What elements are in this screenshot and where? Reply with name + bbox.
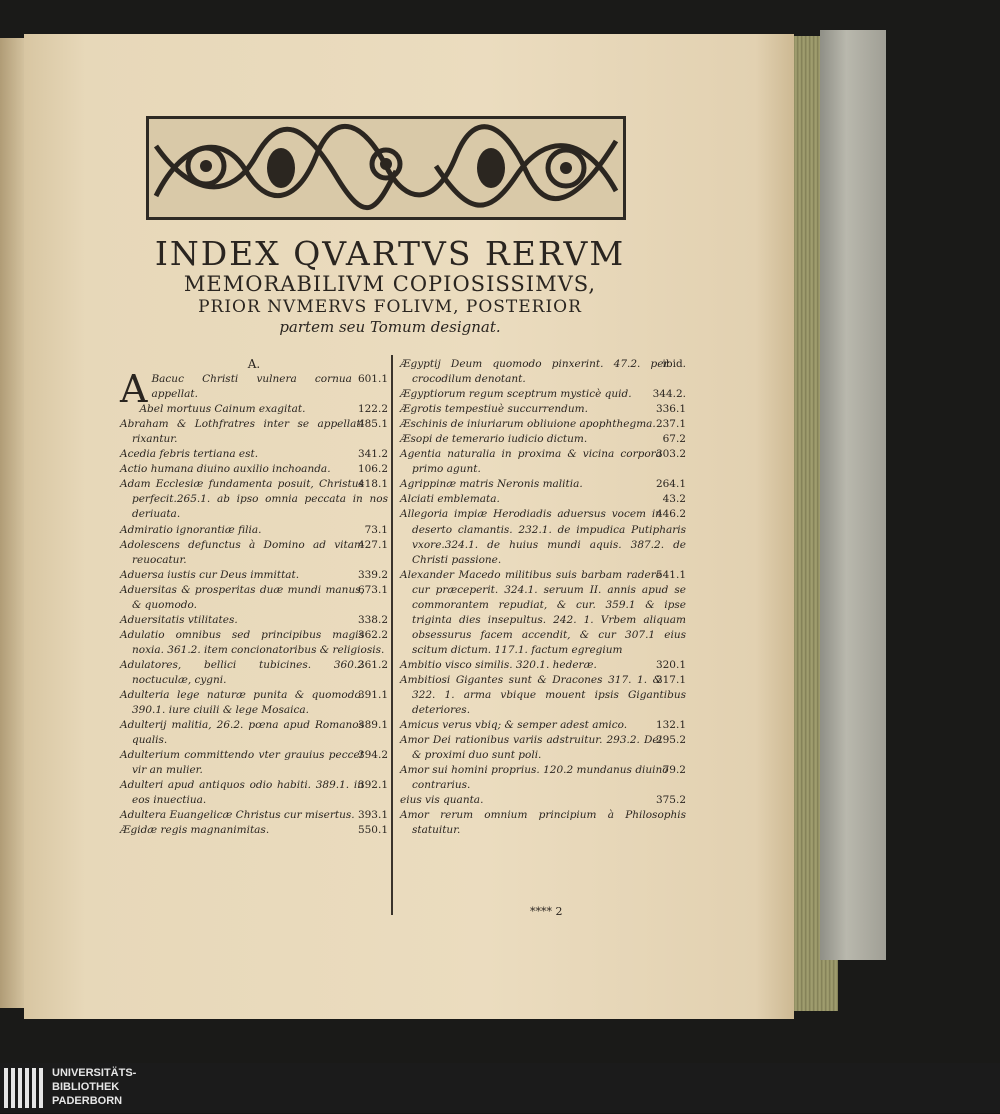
entry-text: Alexander Macedo militibus suis barbam radere cur præceperit. 324.1. seruum II. annis apud se commorantem repudiat, & cur. 359.1 & ipse triginta dies insepultus. 242. 1. Vrbem aliquam obsessurus facem accendit, & cur 307.1 eius scitum dictum. 117.1. factum egregium: [400, 568, 686, 656]
entry-page-number: 391.1: [357, 689, 388, 702]
entry-text: Ambitiosi Gigantes sunt & Dracones 317. 1. & 322. 1. arma vbique mouent ipsis Gigantibus deteriores.: [400, 673, 686, 717]
index-entry: [400, 387, 686, 402]
entry-text: Adolescens defunctus à Domino ad vitam reuocatur.: [120, 538, 364, 566]
library-logo-icon: [4, 1066, 46, 1110]
index-entry: [120, 402, 388, 417]
index-entry: [120, 523, 388, 538]
entry-text: Bacuc Christi vulnera cornua appellat.: [151, 373, 352, 401]
title-line-2: MEMORABILIVM COPIOSISSIMVS,: [183, 272, 597, 296]
entry-text: Adultera Euangelicæ Christus cur misertus.: [120, 809, 355, 822]
index-entry: [120, 778, 388, 808]
right-column: [400, 357, 686, 839]
ornamental-headpiece: [146, 116, 626, 220]
entry-page-number: 320.1: [655, 658, 686, 671]
entry-text: Amor rerum omnium principium à Philosophis statuitur.: [400, 809, 686, 837]
entry-text: Alciati emblemata.: [400, 493, 500, 506]
entry-text: Agrippinæ matris Neronis malitia.: [400, 478, 583, 491]
index-entry: [120, 462, 388, 477]
entry-text: Ægyptiorum regum sceptrum mysticè quid.: [400, 388, 632, 401]
index-entry: [120, 538, 388, 568]
entry-page-number: 392.1: [357, 779, 388, 792]
entry-text: Adulteria lege naturæ punita & quomodo. 390.1. iure ciuili & lege Mosaica.: [120, 689, 364, 717]
entry-text: Adulteri apud antiquos odio habiti. 389.1. in eos inuectiua.: [120, 779, 364, 807]
entry-page-number: ibid.: [662, 358, 686, 370]
index-entry: [120, 748, 388, 778]
index-entry: [400, 492, 686, 507]
entry-text: Amicus verus vbiq; & semper adest amico.: [400, 719, 628, 732]
entry-page-number: 338.2: [357, 613, 388, 626]
index-entry: [120, 613, 388, 628]
entry-page-number: 341.2: [357, 448, 388, 461]
index-entry: [400, 568, 686, 658]
entry-text: Admiratio ignorantiæ filia.: [120, 523, 262, 536]
index-entry: [400, 718, 686, 733]
entry-text: Adulatio omnibus sed principibus magis noxia. 361.2. item concionatoribus & religiosis.: [120, 628, 385, 656]
index-entry: [400, 673, 686, 718]
left-column: [120, 357, 388, 839]
entry-page-number: 303.2: [655, 448, 686, 461]
index-entry: [400, 793, 686, 808]
entry-page-number: 601.1: [357, 373, 388, 386]
index-entry: [400, 417, 686, 432]
index-entry: [120, 718, 388, 748]
index-entry: [120, 447, 388, 462]
index-entry: [120, 477, 388, 522]
entry-page-number: 393.1: [357, 809, 388, 822]
index-entry: [120, 808, 388, 823]
entry-page-number: 362.2: [357, 628, 388, 641]
index-entry: [400, 658, 686, 673]
index-entry: [120, 688, 388, 718]
index-entry: [400, 357, 686, 387]
entry-page-number: 339.2: [357, 568, 388, 581]
entry-text: Æschinis de iniuriarum obliuione apophthegma.: [400, 418, 656, 431]
index-entry: [400, 402, 686, 417]
index-entry: [120, 568, 388, 583]
entry-page-number: 389.1: [357, 719, 388, 732]
index-entry: [120, 417, 388, 447]
index-entry: [400, 477, 686, 492]
entry-text: Adulterium committendo vter grauius peccet vir an mulier.: [120, 749, 364, 777]
entry-text: Æsopi de temerario iudicio dictum.: [400, 433, 588, 446]
library-name: UNIVERSITÄTS- BIBLIOTHEK PADERBORN: [52, 1067, 137, 1107]
title-line-3: PRIOR NVMERVS FOLIVM, POSTERIOR: [198, 297, 582, 317]
entry-text: Amor Dei rationibus variis adstruitur. 293.2. Dei & proximi duo sunt poli.: [400, 734, 662, 762]
entry-text: Aduersitas & prosperitas duæ mundi manus, & quomodo.: [120, 583, 364, 611]
title-line-4: partem seu Tomum designat.: [279, 318, 501, 336]
index-entry: [400, 733, 686, 763]
entry-page-number: 73.1: [364, 523, 388, 536]
entry-text: Allegoria impiæ Herodiadis aduersus vocem in deserto clamantis. 232.1. de impudica Putipharis vxore.324.1. de huius mundi aquis. 387.2. de Christi passione.: [400, 508, 686, 566]
entry-page-number: 485.1: [357, 418, 388, 431]
entry-text: Adulatores, bellici tubicines. 360.2 noctuculæ, cygni.: [120, 658, 364, 686]
entry-page-number: 336.1: [655, 403, 686, 416]
entry-page-number: 344.2.: [652, 388, 686, 401]
book-cover: [820, 30, 886, 960]
entry-text: Abel mortuus Cainum exagitat.: [139, 403, 306, 416]
entry-page-number: 106.2: [357, 463, 388, 476]
entry-page-number: 122.2: [357, 403, 388, 416]
entry-text: Ambitio visco similis. 320.1. hederæ.: [400, 658, 597, 671]
section-letter: A.: [247, 357, 261, 371]
drop-cap: A: [120, 367, 148, 412]
entry-page-number: 418.1: [357, 478, 388, 491]
entry-page-number: 295.2: [655, 734, 686, 747]
index-entry: [400, 763, 686, 793]
entry-text: Adam Ecclesiæ fundamenta posuit, Christus perfecit.265.1. ab ipso omnia peccata in nos deriuata.: [120, 478, 388, 521]
entry-page-number: 67.2: [662, 433, 686, 446]
entry-page-number: 361.2: [357, 658, 388, 671]
entry-text: Aduersa iustis cur Deus immittat.: [120, 568, 300, 581]
entry-text: Ægrotis tempestiuè succurrendum.: [400, 403, 588, 416]
entry-page-number: 673.1: [357, 583, 388, 596]
entry-page-number: 446.2: [655, 508, 686, 521]
index-entry: [400, 808, 686, 838]
entry-text: Amor sui homini proprius. 120.2 mundanus diuino contrarius.: [400, 764, 669, 792]
entry-page-number: 427.1: [357, 538, 388, 551]
entry-text: eius vis quanta.: [400, 794, 484, 807]
entry-text: Adulterij malitia, 26.2. pœna apud Romanos qualis.: [120, 719, 364, 747]
entry-page-number: 132.1: [655, 719, 686, 732]
entry-page-number: 375.2: [655, 794, 686, 807]
entry-text: Acedia febris tertiana est.: [120, 448, 259, 461]
index-entry: [120, 658, 388, 688]
column-divider: [391, 355, 393, 915]
index-entry: [120, 823, 388, 838]
title-line-1: INDEX QVARTVS RERVM: [154, 234, 626, 273]
entry-text: Ægidæ regis magnanimitas.: [120, 824, 270, 837]
library-footer-band: [0, 1063, 1000, 1113]
signature-mark: **** 2: [530, 905, 563, 918]
entry-page-number: 264.1: [655, 478, 686, 491]
entry-text: Ægyptij Deum quomodo pinxerint. 47.2. per crocodilum denotant.: [400, 358, 669, 386]
entry-text: Agentia naturalia in proxima & vicina corpora primo agunt.: [400, 448, 662, 476]
entry-page-number: 317.1: [655, 673, 686, 686]
entry-text: Actio humana diuino auxilio inchoanda.: [120, 463, 331, 476]
entry-page-number: 541.1: [655, 568, 686, 581]
entry-text: Abraham & Lothfratres inter se appellati rixantur.: [120, 418, 364, 446]
entry-page-number: 550.1: [357, 824, 388, 837]
entry-page-number: 394.2: [357, 749, 388, 762]
index-entry: [400, 447, 686, 477]
entry-page-number: 237.1: [655, 418, 686, 431]
entry-text: Aduersitatis vtilitates.: [120, 613, 238, 626]
entry-page-number: 43.2: [662, 493, 686, 506]
index-entry: [120, 583, 388, 613]
index-entry: [400, 432, 686, 447]
entry-page-number: 79.2: [662, 764, 686, 777]
index-entry: [120, 628, 388, 658]
index-entry: [400, 507, 686, 567]
